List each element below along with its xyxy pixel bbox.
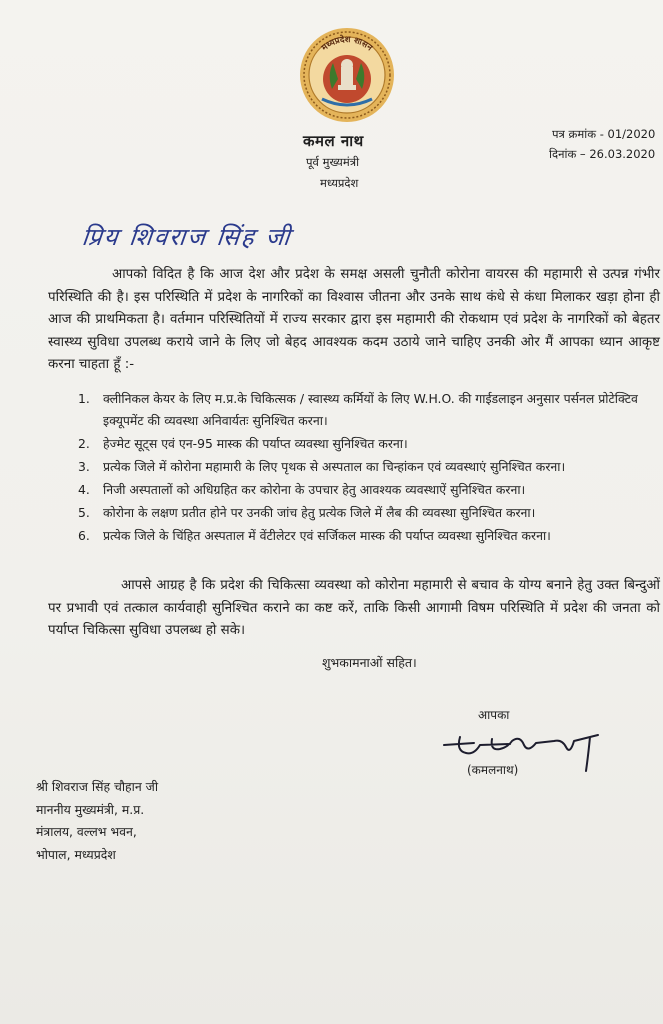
list-number: 5. bbox=[78, 505, 90, 520]
address-line: माननीय मुख्यमंत्री, म.प्र. bbox=[36, 801, 145, 817]
list-number: 3. bbox=[78, 459, 90, 474]
list-number: 2. bbox=[78, 436, 90, 451]
address-line: भोपाल, मध्यप्रदेश bbox=[36, 846, 116, 862]
signatory-name: (कमलनाथ) bbox=[467, 763, 519, 777]
sender-role: पूर्व मुख्यमंत्री bbox=[306, 155, 360, 169]
list-text: निजी अस्पतालों को अधिग्रहित कर कोरोना के उपचार हेतु आवश्यक व्यवस्थाऐं सुनिश्चित करना। bbox=[103, 482, 526, 497]
body-paragraph-2: आपसे आग्रह है कि प्रदेश की चिकित्सा व्यवस्था को कोरोना महामारी से बचाव के योग्य बनाने हेतु उक्त बिन्दुओं पर प्रभावी एवं तत्काल कार्यवाही सुनिश्चित कराने का कष्ट करें, ताकि किसी आगामी विषम परिस्थिति में प्रदेश की जनता को पर्याप्त चिकित्सा सुविधा उपलब्ध हो सके। bbox=[48, 578, 660, 639]
state-emblem bbox=[292, 25, 402, 125]
list-text: प्रत्येक जिले के चिंहित अस्पताल में वेंटीलेटर एवं सर्जिकल मास्क की पर्याप्त व्यवस्था सुनिश्चित करना। bbox=[103, 528, 551, 543]
handwritten-signature bbox=[440, 727, 600, 775]
list-text: क्लीनिकल केयर के लिए म.प्र.के चिकित्सक / स्वास्थ्य कर्मियों के लिए W.H.O. की गाईडलाइन अनुसार पर्सनल प्रोटेक्टिव इक्यूपमेंट की व्यवस्था अनिवार्यतः सुनिश्चित करना। bbox=[103, 391, 638, 428]
list-item bbox=[78, 388, 648, 432]
list-number: 1. bbox=[78, 391, 90, 406]
recipient-address bbox=[36, 776, 158, 866]
list-text: प्रत्येक जिले में कोरोना महामारी के लिए पृथक से अस्पताल का चिन्हांकन एवं व्यवस्थाएं सुनिश्चित करना। bbox=[103, 459, 566, 474]
closing-word: आपका bbox=[478, 708, 510, 722]
sender-name: कमल नाथ bbox=[303, 132, 364, 150]
list-item bbox=[78, 502, 648, 524]
address-line: मंत्रालय, वल्लभ भवन, bbox=[36, 824, 137, 839]
list-item bbox=[78, 456, 648, 478]
list-number: 6. bbox=[78, 528, 90, 543]
request-list bbox=[78, 388, 648, 548]
sender-state: मध्यप्रदेश bbox=[320, 176, 359, 190]
list-item bbox=[78, 479, 648, 501]
address-line: श्री शिवराज सिंह चौहान जी bbox=[36, 779, 159, 794]
list-number: 4. bbox=[78, 482, 90, 497]
handwritten-salutation: प्रिय शिवराज सिंह जी bbox=[80, 223, 294, 251]
list-text: कोरोना के लक्षण प्रतीत होने पर उनकी जांच हेतु प्रत्येक जिले में लैब की व्यवस्था सुनिश्चित करना। bbox=[103, 505, 536, 520]
list-item bbox=[78, 525, 648, 547]
letter-reference: पत्र क्रमांक - 01/2020 bbox=[552, 127, 656, 141]
list-text: हेज्मेट सूट्स एवं एन-95 मास्क की पर्याप्त व्यवस्था सुनिश्चित करना। bbox=[103, 436, 408, 451]
letter-date: दिनांक – 26.03.2020 bbox=[549, 147, 656, 161]
body-paragraph-1: आपको विदित है कि आज देश और प्रदेश के समक्ष असली चुनौती कोरोना वायरस की महामारी से उत्पन्न गंभीर परिस्थिति की है। इस परिस्थिति में प्रदेश के नागरिकों का विश्वास जीतना और उनके साथ कंधे से कंधा मिलाकर खड़ा होना ही आज की प्राथमिकता है। वर्तमान परिस्थितियों में राज्य सरकार द्वारा इस महामारी की रोकथाम एवं प्रदेश के नागरिकों को बेहतर स्वास्थ्य सुविधा उपलब्ध कराये जाने के लिए जो बेहद आवश्यक कदम उठाये जाने चाहिए उनकी ओर मैं आपका ध्यान आकृष्ट करना चाहता हूँ :- bbox=[48, 267, 660, 373]
list-item bbox=[78, 433, 648, 455]
regards-line: शुभकामनाओं सहित। bbox=[322, 655, 417, 670]
emblem-text: मध्यप्रदेश शासन bbox=[319, 34, 375, 54]
